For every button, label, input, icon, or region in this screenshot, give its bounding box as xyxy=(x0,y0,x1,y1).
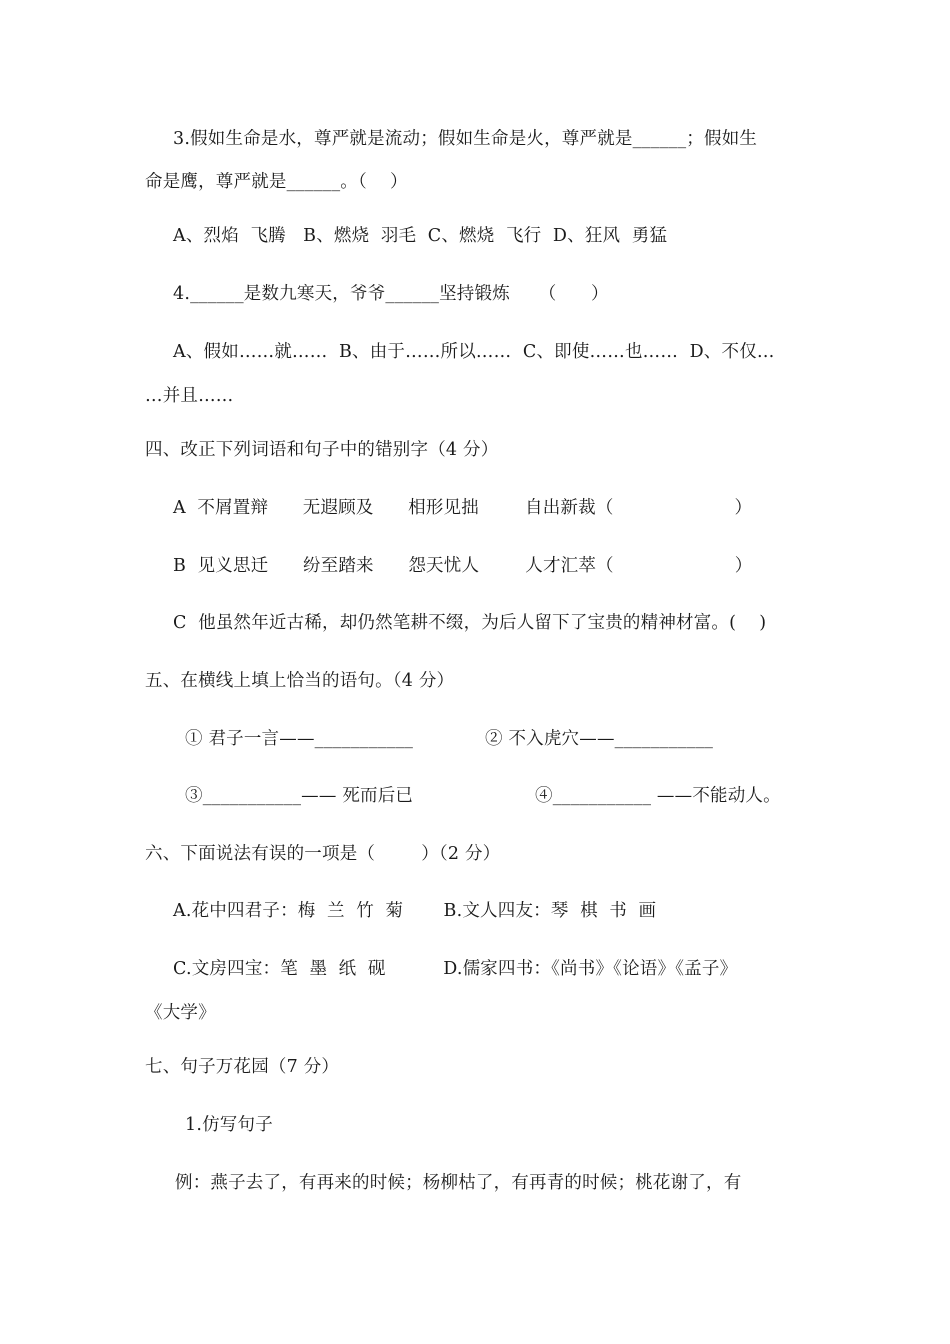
section-7-title: 七、句子万花园（7 分） xyxy=(145,1057,340,1077)
question-4-options-line-2: …并且…… xyxy=(145,386,234,406)
question-3-line-1: 3.假如生命是水，尊严就是流动；假如生命是火，尊严就是______；假如生 xyxy=(173,129,758,149)
section-6-title: 六、下面说法有误的一项是（ ）（2 分） xyxy=(145,844,501,864)
section-5-item-3: ③___________—— 死而后已 xyxy=(185,786,414,806)
question-4-options-line-1: A、假如……就…… B、由于……所以…… C、即使……也…… D、不仅… xyxy=(173,342,775,362)
section-6-options-cd-continued: 《大学》 xyxy=(145,1003,216,1023)
section-6-options-ab: A.花中四君子：梅 兰 竹 菊 B.文人四友：琴 棋 书 画 xyxy=(173,901,657,921)
question-4: 4.______是数九寒天，爷爷______坚持锻炼 （ ） xyxy=(173,284,609,304)
section-5-title: 五、在横线上填上恰当的语句。（4 分） xyxy=(145,671,455,691)
section-6-options-cd: C.文房四宝：笔 墨 纸 砚 D.儒家四书：《尚书》《论语》《孟子》 xyxy=(173,959,738,979)
question-3-options: A、烈焰 飞腾 B、燃烧 羽毛 C、燃烧 飞行 D、狂风 勇猛 xyxy=(173,226,668,246)
section-5-item-4: ④___________ ——不能动人。 xyxy=(535,786,781,806)
section-4-title: 四、改正下列词语和句子中的错别字（4 分） xyxy=(145,440,499,460)
section-5-item-1: ① 君子一言——___________ xyxy=(185,729,414,749)
section-7-subtitle: 1.仿写句子 xyxy=(185,1115,273,1135)
section-4-item-a: A 不屑置辩 无遐顾及 相形见拙 自出新裁（ ） xyxy=(173,498,753,518)
section-5-item-2: ② 不入虎穴——___________ xyxy=(485,729,714,749)
question-3-line-2: 命是鹰，尊严就是______。（ ） xyxy=(145,172,408,192)
section-4-item-c: C 他虽然年近古稀，却仍然笔耕不缀，为后人留下了宝贵的精神材富。( ) xyxy=(173,613,767,633)
section-4-item-b: B 见义思迁 纷至踏来 怨天忧人 人才汇萃（ ） xyxy=(173,556,753,576)
section-7-example: 例：燕子去了，有再来的时候；杨柳枯了，有再青的时候；桃花谢了，有 xyxy=(175,1173,742,1193)
